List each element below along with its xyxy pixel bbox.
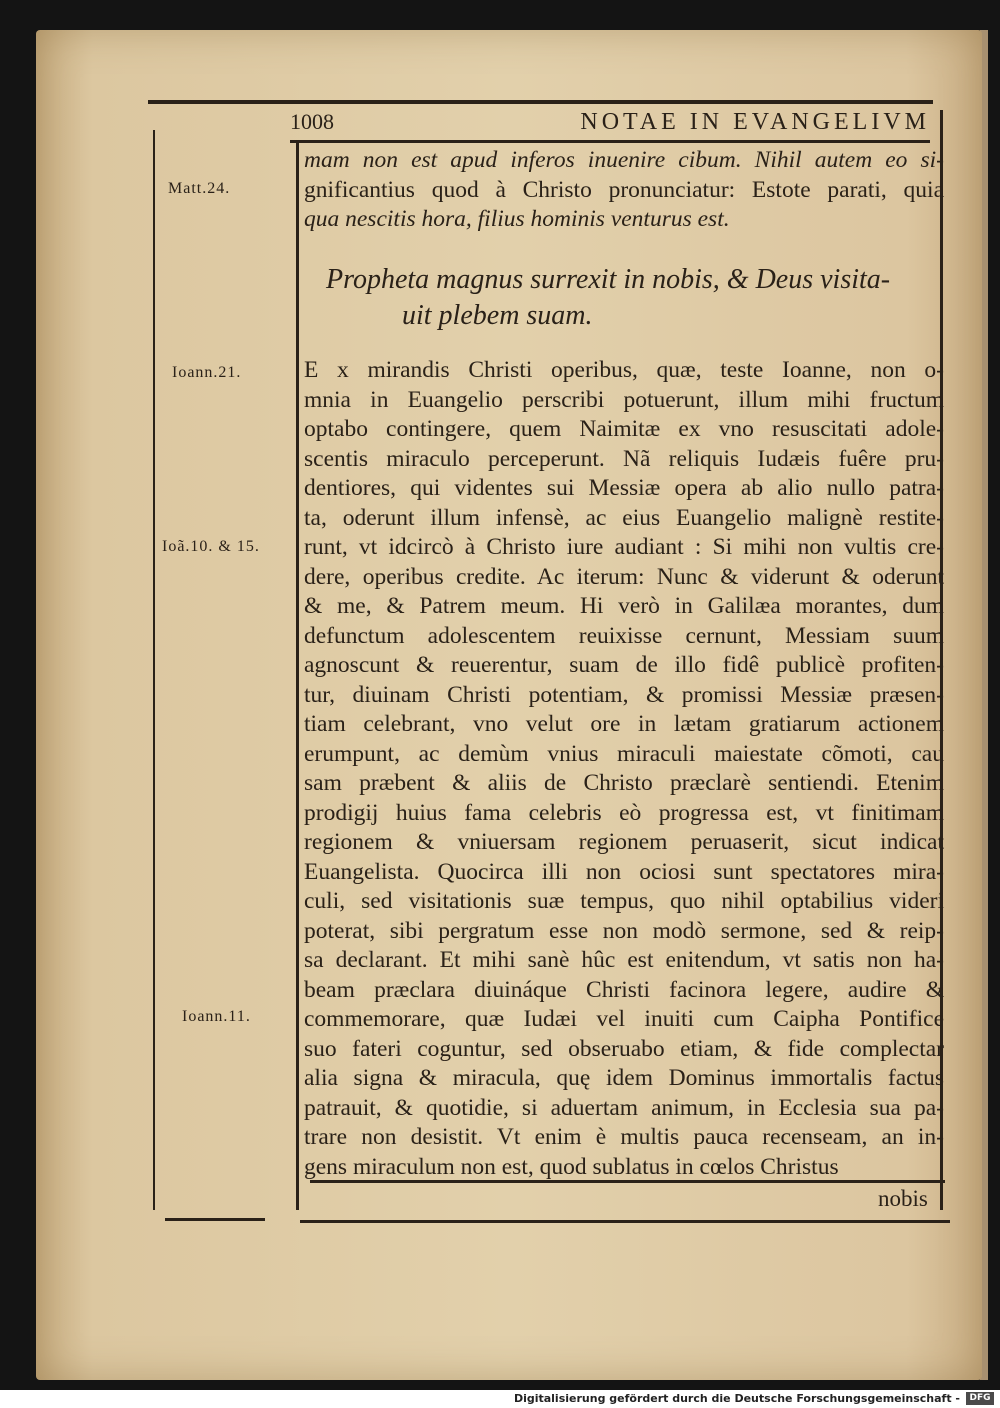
- left-margin-rule: [153, 130, 155, 1210]
- body-text: [304, 356, 944, 1182]
- dfg-logo: DFG: [966, 1392, 994, 1405]
- text-line: qua nescitis hora, filius hominis venturus est.: [304, 206, 730, 232]
- text-line: prodigij huius fama celebris eò progressa est, vt finitimam: [304, 799, 944, 826]
- text-line: mam non est apud inferos inuenire cibum. Nihil autem eo si-: [304, 147, 944, 173]
- margin-note: Matt.24.: [168, 180, 231, 197]
- text-line: sa declarant. Et mihi sanè hûc est enitendum, vt satis non ha-: [304, 947, 944, 973]
- section-heading: [326, 262, 906, 334]
- margin-note: Ioã.10. & 15.: [162, 538, 260, 555]
- text-line: scentis miraculo perceperunt. Nã reliquis Iudæis fuêre pru-: [304, 445, 944, 472]
- header-rule: [290, 140, 930, 143]
- text-line: ta, oderunt illum infensè, ac eius Euangelio malignè restite-: [304, 504, 944, 531]
- text-line: gnificantius quod à Christo pronunciatur: Estote parati, quia: [304, 176, 944, 203]
- text-line: erumpunt, ac demùm vnius miraculi maiestate cõmoti, cau: [304, 740, 944, 767]
- text-line: defunctum adolescentem reuixisse cernunt, Messiam suum: [304, 622, 944, 649]
- page-bottom-rule-right: [300, 1220, 950, 1223]
- text-line: commemorare, quæ Iudæi vel inuiti cum Caipha Pontifice: [304, 1006, 944, 1032]
- text-line: poterat, sibi pergratum esse non modò sermone, sed & reip-: [304, 917, 944, 944]
- text-line: culi, sed visitationis suæ tempus, quo nihil optabilius videri: [304, 888, 944, 914]
- running-header: [290, 107, 930, 137]
- digitization-footer: [0, 1390, 1000, 1408]
- running-head: NOTAE IN EVANGELIVM: [580, 108, 930, 135]
- text-line: mnia in Euangelio perscribi potuerunt, illum mihi fructum: [304, 386, 944, 413]
- text-line: Euangelista. Quocirca illi non ociosi sunt spectatores mira-: [304, 858, 944, 885]
- text-line: suo fateri coguntur, sed obseruabo etiam, & fide complectar: [304, 1035, 944, 1062]
- margin-note: Ioann.21.: [172, 364, 242, 381]
- top-rule: [148, 100, 933, 104]
- text-line: runt, vt idcircò à Christo iure audiant : Si mihi non vultis cre-: [304, 534, 944, 560]
- text-line: & me, & Patrem meum. Hi verò in Galilæa morantes, dum: [304, 593, 944, 619]
- text-line: tur, diuinam Christi potentiam, & promissi Messiæ præsen-: [304, 681, 944, 708]
- text-line: trare non desistit. Vt enim è multis pauca recenseam, an in-: [304, 1124, 944, 1150]
- text-line: sam præbent & aliis de Christo præclarè sentiendi. Etenim: [304, 770, 944, 796]
- page-number: 1008: [290, 109, 334, 134]
- text-line: agnoscunt & reuerentur, suam de illo fidê publicè profiten-: [304, 652, 944, 678]
- text-left-rule: [296, 140, 299, 1210]
- text-line: gens miraculum non est, quod sublatus in cœlos Christus: [304, 1153, 839, 1180]
- page-bottom-rule-left: [165, 1218, 265, 1221]
- text-line: regionem & vniuersam regionem peruaserit, sicut indicat: [304, 829, 944, 855]
- opening-text: [304, 146, 944, 235]
- text-line: dentiores, qui videntes sui Messiæ opera ab alio nullo patra-: [304, 475, 944, 501]
- text-line: alia signa & miracula, quę idem Dominus immortalis factus: [304, 1065, 944, 1091]
- text-line: optabo contingere, quem Naimitæ ex vno resuscitati adole-: [304, 416, 944, 442]
- heading-line: uit plebem suam.: [402, 300, 593, 331]
- catchword: nobis: [878, 1186, 928, 1211]
- heading-line: Propheta magnus surrexit in nobis, & Deus visita-: [326, 264, 891, 295]
- text-line: dere, operibus credite. Ac iterum: Nunc & viderunt & oderunt: [304, 563, 944, 590]
- text-line: patrauit, & quotidie, si aduertam animum, in Ecclesia sua pa-: [304, 1094, 944, 1121]
- margin-note: Ioann.11.: [182, 1008, 251, 1025]
- text-line: E x mirandis Christi operibus, quæ, teste Ioanne, non o-: [304, 357, 944, 383]
- funding-credit: Digitalisierung gefördert durch die Deutsche Forschungsgemeinschaft -: [513, 1392, 960, 1405]
- text-line: beam præclara diuináque Christi facinora legere, audire &: [304, 976, 944, 1003]
- text-line: tiam celebrant, vno velut ore in lætam gratiarum actionem: [304, 711, 944, 737]
